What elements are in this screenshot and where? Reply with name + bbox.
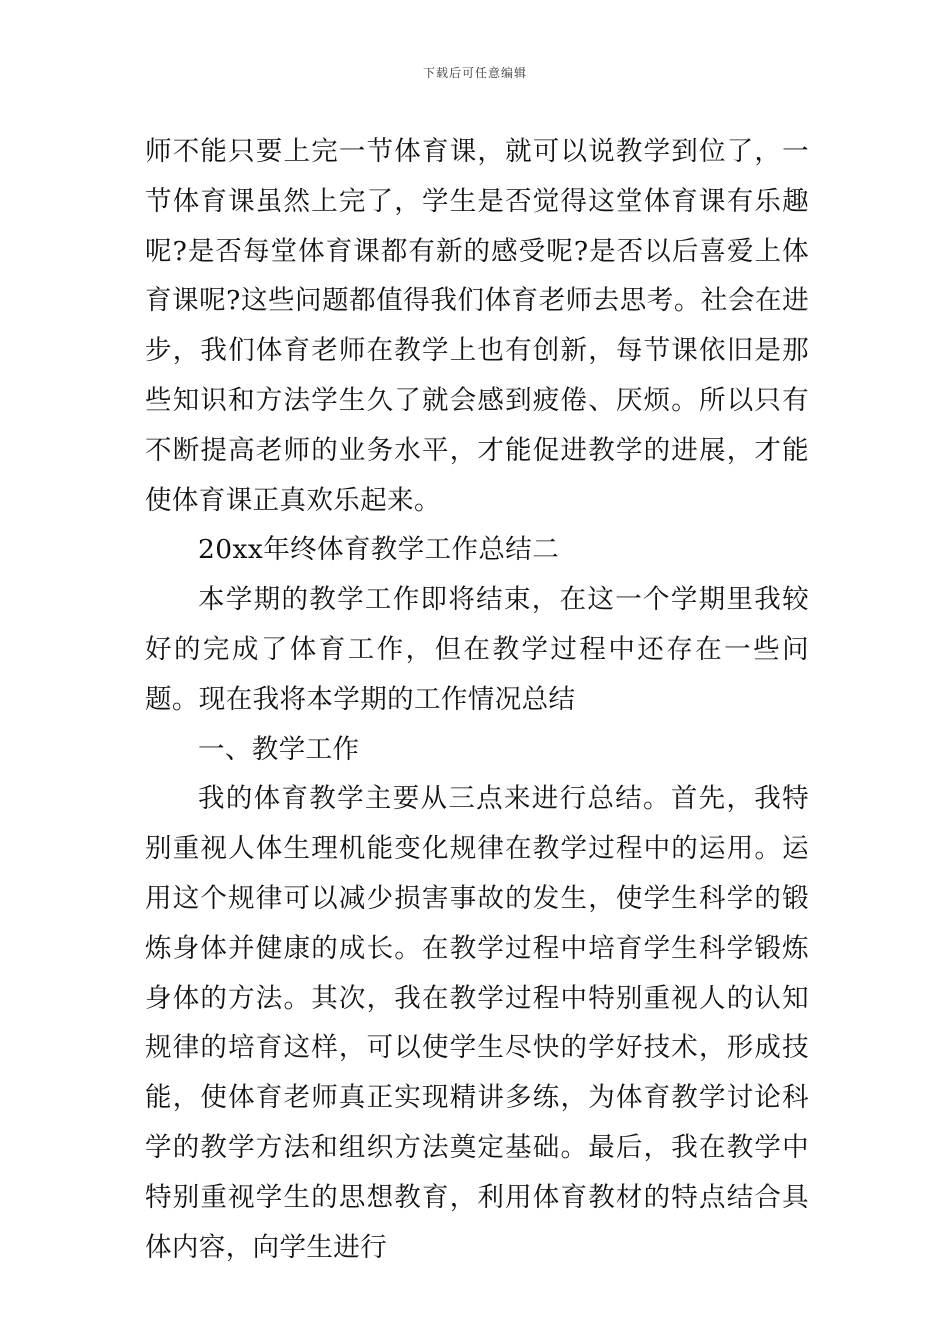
subsection-heading: 一、教学工作 xyxy=(198,733,360,765)
paragraph-intro: 本学期的教学工作即将结束，在这一个学期里我较好的完成了体育工作，但在教学过程中还存在一些问题。现在我将本学期的工作情况总结 xyxy=(145,584,809,715)
document-body xyxy=(145,127,809,1272)
page-header: 下载后可任意编辑 xyxy=(422,66,527,80)
paragraph-continuation: 师不能只要上完一节体育课，就可以说教学到位了，一节体育课虽然上完了，学生是否觉得这堂体育课有乐趣呢?是否每堂体育课都有新的感受呢?是否以后喜爱上体育课呢?这些问题都值得我们体育老师去思考。社会在进步，我们体育老师在教学上也有创新，每节课依旧是那些知识和方法学生久了就会感到疲倦、厌烦。所以只有不断提高老师的业务水平，才能促进教学的进展，才能使体育课正真欢乐起来。 xyxy=(145,136,809,516)
paragraph-teaching-work: 我的体育教学主要从三点来进行总结。首先，我特别重视人体生理机能变化规律在教学过程中的运用。运用这个规律可以减少损害事故的发生，使学生科学的锻炼身体并健康的成长。在教学过程中培育学生科学锻炼身体的方法。其次，我在教学过程中特别重视人的认知规律的培育这样，可以使学生尽快的学好技术，形成技能，使体育老师真正实现精讲多练，为体育教学讨论科学的教学方法和组织方法奠定基础。最后，我在教学中特别重视学生的思想教育，利用体育教材的特点结合具体内容，向学生进行 xyxy=(145,783,809,1263)
section-title: 20xx年终体育教学工作总结二 xyxy=(198,534,560,566)
